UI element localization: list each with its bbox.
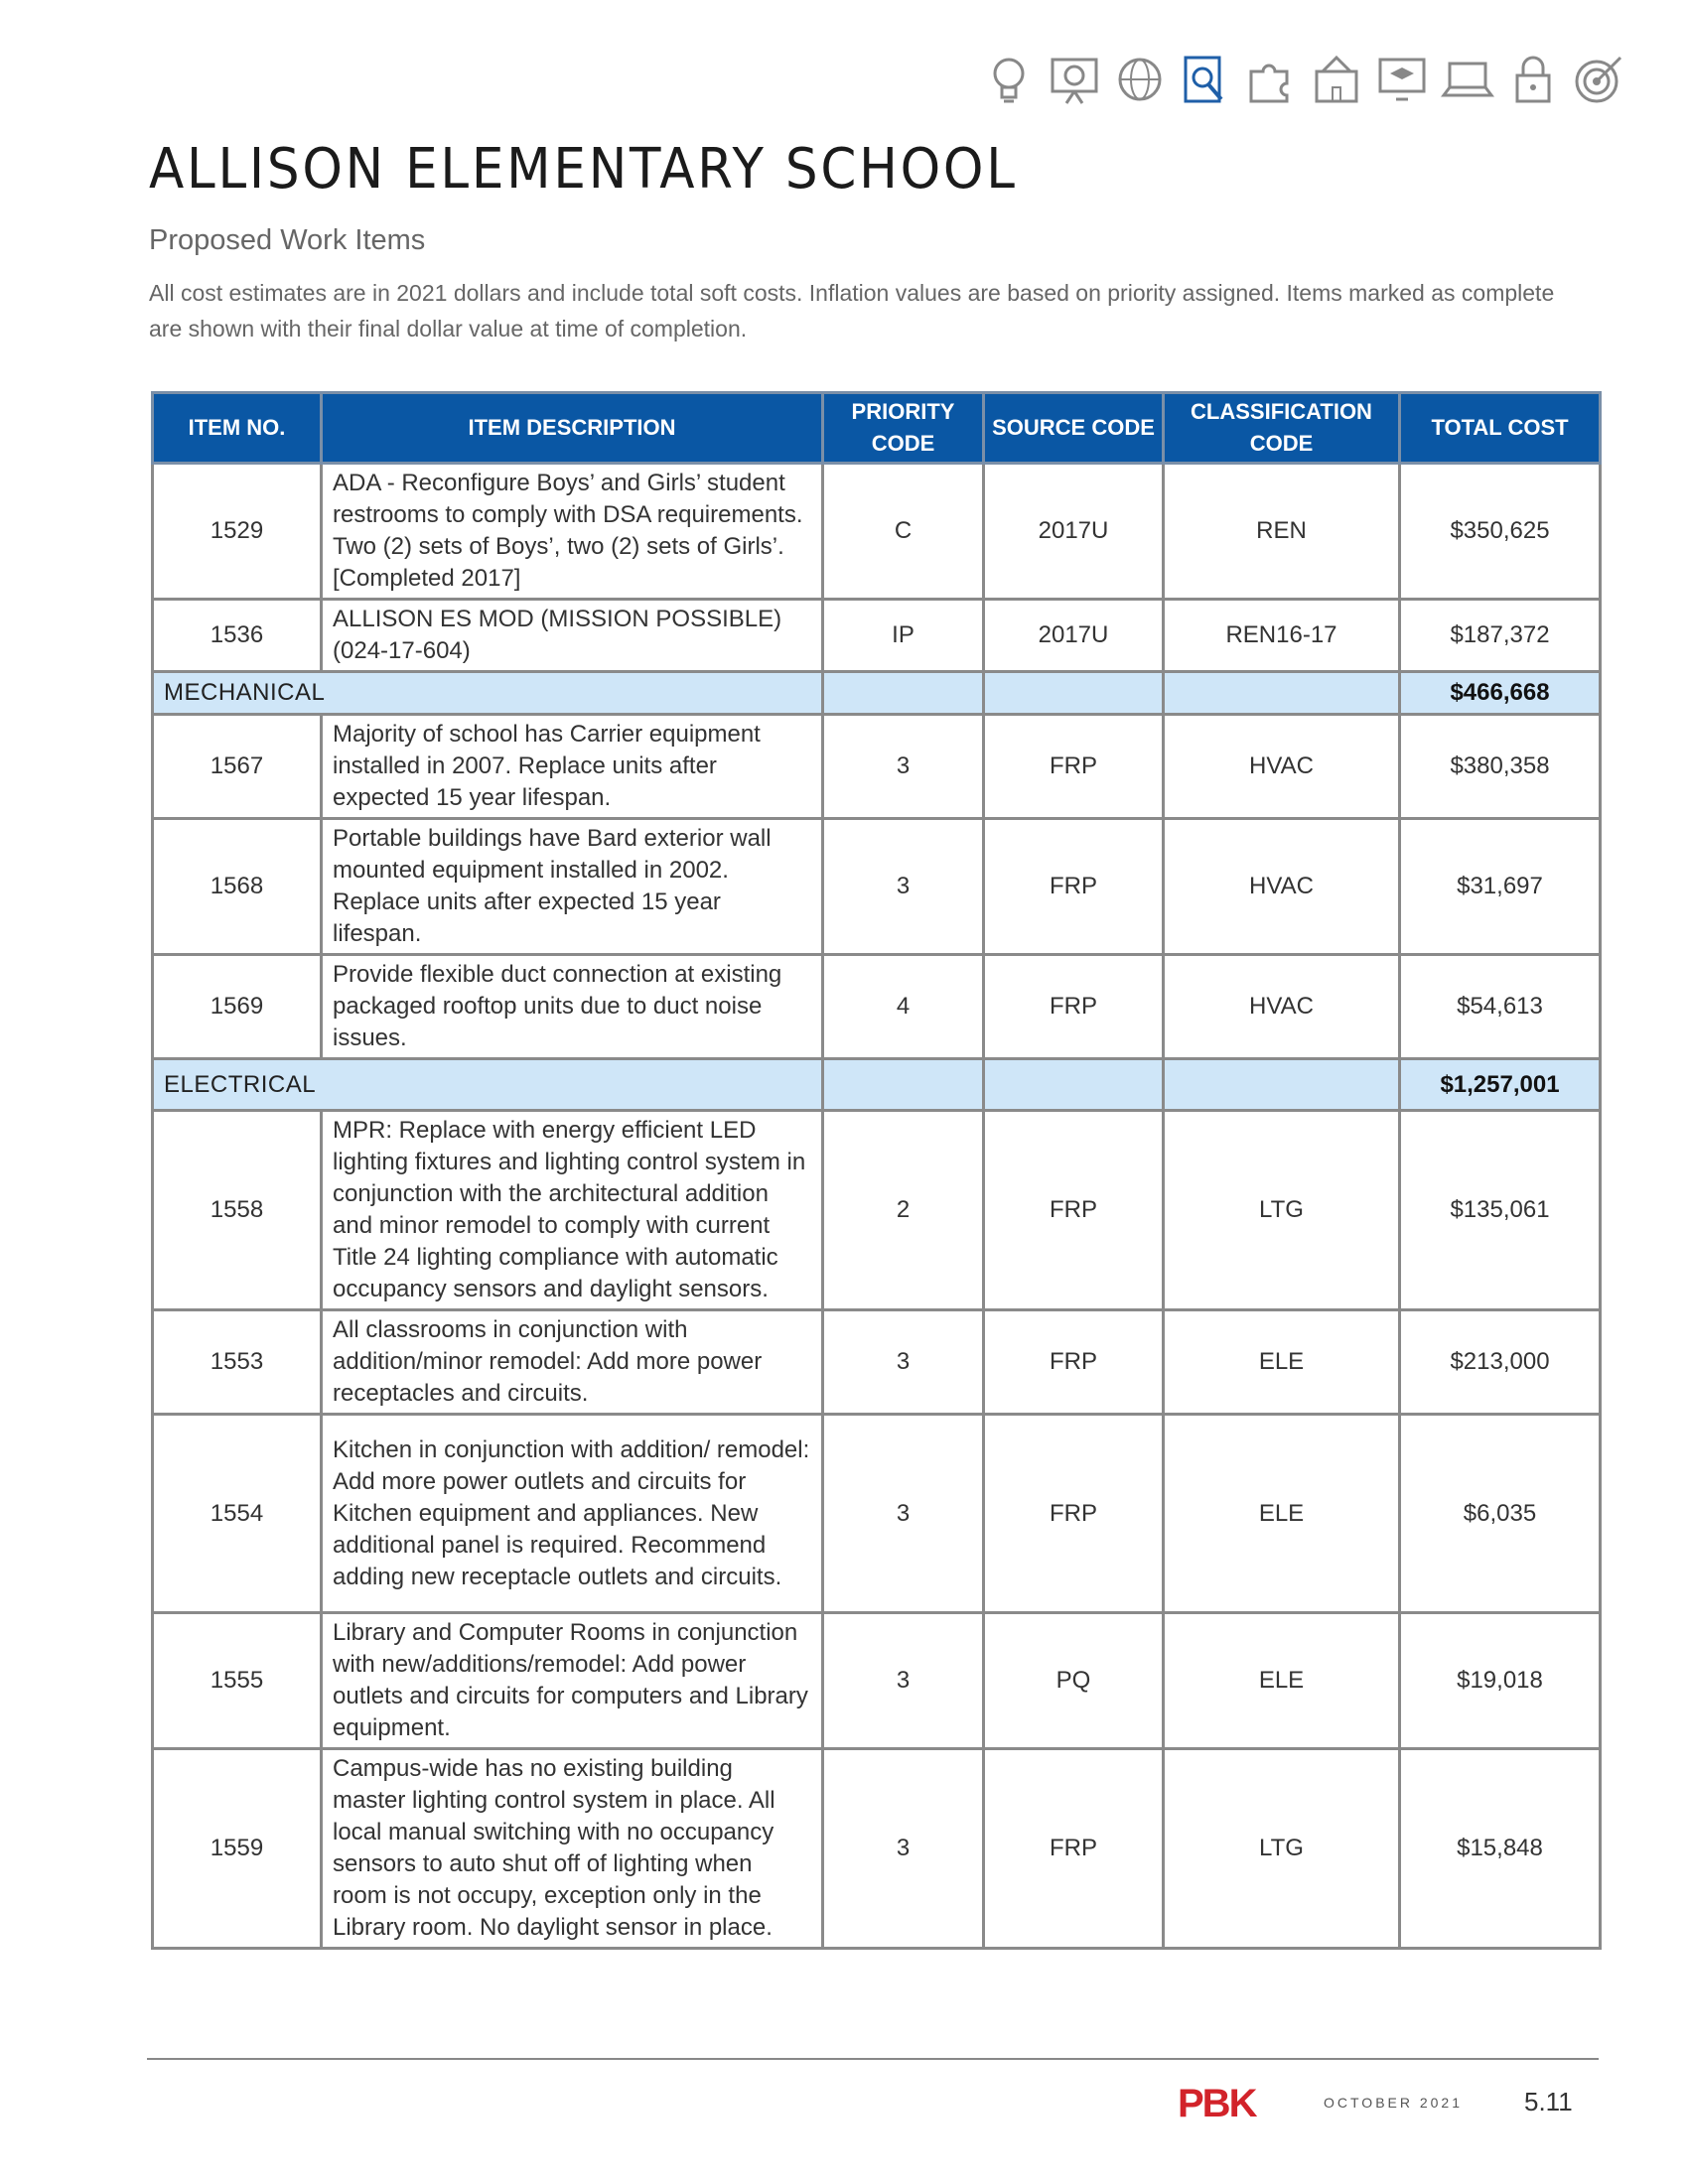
page-title: ALLISON ELEMENTARY SCHOOL: [149, 137, 1018, 202]
item-description: Majority of school has Carrier equipment installed in 2007. Replace units after expected 15 year lifespan.: [322, 715, 823, 819]
table-row: [153, 1310, 1601, 1415]
item-number: 1536: [153, 600, 322, 672]
priority-code: 3: [823, 1310, 984, 1415]
classification-code: REN: [1164, 464, 1400, 600]
target-icon: [1571, 52, 1626, 107]
item-description: Campus-wide has no existing building master lighting control system in place. All local manual switching with no occupancy sensors to auto shut off of lighting when room is not occupy, exception only in the Library room. No daylight sensor in place.: [322, 1749, 823, 1949]
classification-code: ELE: [1164, 1415, 1400, 1613]
graduation-monitor-icon: [1374, 52, 1430, 107]
section-row-mechanical: [153, 672, 1601, 715]
section-row-electrical: [153, 1059, 1601, 1111]
item-number: 1529: [153, 464, 322, 600]
classification-code: HVAC: [1164, 715, 1400, 819]
priority-code: 2: [823, 1111, 984, 1310]
globe-icon: [1112, 52, 1168, 107]
col-header-source: SOURCE CODE: [984, 393, 1164, 464]
section-label: ELECTRICAL: [153, 1059, 823, 1111]
item-description: Library and Computer Rooms in conjunction with new/additions/remodel: Add power outlets and circuits for computers and Library equipment.: [322, 1613, 823, 1749]
classification-code: LTG: [1164, 1111, 1400, 1310]
item-description: All classrooms in conjunction with addition/minor remodel: Add more power receptacles and circuits.: [322, 1310, 823, 1415]
page-subtitle: Proposed Work Items: [149, 224, 426, 256]
classification-code: ELE: [1164, 1613, 1400, 1749]
source-code: 2017U: [984, 464, 1164, 600]
priority-code: 3: [823, 1613, 984, 1749]
puzzle-icon: [1243, 52, 1299, 107]
item-description: Provide flexible duct connection at existing packaged rooftop units due to duct noise issues.: [322, 955, 823, 1059]
priority-code: C: [823, 464, 984, 600]
classification-code: REN16-17: [1164, 600, 1400, 672]
section-label: MECHANICAL: [153, 672, 823, 715]
total-cost: $6,035: [1400, 1415, 1601, 1613]
search-document-icon: [1178, 52, 1233, 107]
col-header-classification: CLASSIFICATION CODE: [1164, 393, 1400, 464]
item-number: 1558: [153, 1111, 322, 1310]
classification-code: ELE: [1164, 1310, 1400, 1415]
total-cost: $380,358: [1400, 715, 1601, 819]
table-row: [153, 600, 1601, 672]
col-header-total: TOTAL COST: [1400, 393, 1601, 464]
item-description: Portable buildings have Bard exterior wall mounted equipment installed in 2002. Replace units after expected 15 year lifespan.: [322, 819, 823, 955]
table-row: [153, 819, 1601, 955]
priority-code: IP: [823, 600, 984, 672]
total-cost: $213,000: [1400, 1310, 1601, 1415]
item-description: ADA - Reconfigure Boys’ and Girls’ student restrooms to comply with DSA requirements. Two (2) sets of Boys’, two (2) sets of Girls’. [Completed 2017]: [322, 464, 823, 600]
col-header-item-no: ITEM NO.: [153, 393, 322, 464]
classification-code: HVAC: [1164, 955, 1400, 1059]
total-cost: $15,848: [1400, 1749, 1601, 1949]
header-icon-strip: [981, 52, 1626, 107]
lightbulb-icon: [981, 52, 1037, 107]
padlock-icon: [1505, 52, 1561, 107]
total-cost: $350,625: [1400, 464, 1601, 600]
total-cost: $31,697: [1400, 819, 1601, 955]
priority-code: 4: [823, 955, 984, 1059]
classification-code: LTG: [1164, 1749, 1400, 1949]
table-row: [153, 1749, 1601, 1949]
total-cost: $187,372: [1400, 600, 1601, 672]
item-number: 1568: [153, 819, 322, 955]
section-total: $1,257,001: [1400, 1059, 1601, 1111]
presentation-board-icon: [1047, 52, 1102, 107]
col-header-priority: PRIORITY CODE: [823, 393, 984, 464]
laptop-icon: [1440, 52, 1495, 107]
table-header-row: [153, 393, 1601, 464]
table-row: [153, 1415, 1601, 1613]
source-code: FRP: [984, 819, 1164, 955]
source-code: 2017U: [984, 600, 1164, 672]
table-row: [153, 1613, 1601, 1749]
source-code: FRP: [984, 1415, 1164, 1613]
page-number: 5.11: [1524, 2087, 1573, 2116]
source-code: PQ: [984, 1613, 1164, 1749]
priority-code: 3: [823, 1415, 984, 1613]
item-description: Kitchen in conjunction with addition/ remodel: Add more power outlets and circuits for Kitchen equipment and appliances. New additional panel is required. Recommend adding new receptacle outlets and circuits.: [322, 1415, 823, 1613]
pbk-logo: [1178, 2083, 1277, 2127]
table-row: [153, 955, 1601, 1059]
footer-date: OCTOBER 2021: [1324, 2095, 1464, 2111]
source-code: FRP: [984, 715, 1164, 819]
source-code: FRP: [984, 1310, 1164, 1415]
table-row: [153, 715, 1601, 819]
total-cost: $19,018: [1400, 1613, 1601, 1749]
school-building-icon: [1309, 52, 1364, 107]
item-number: 1553: [153, 1310, 322, 1415]
source-code: FRP: [984, 955, 1164, 1059]
priority-code: 3: [823, 819, 984, 955]
item-description: MPR: Replace with energy efficient LED lighting fixtures and lighting control system in conjunction with the architectural addition and minor remodel to comply with current Title 24 lighting compliance with automatic occupancy sensors and daylight sensors.: [322, 1111, 823, 1310]
source-code: FRP: [984, 1749, 1164, 1949]
col-header-description: ITEM DESCRIPTION: [322, 393, 823, 464]
item-number: 1567: [153, 715, 322, 819]
footer-divider: [147, 2058, 1599, 2060]
svg-text:PBK: PBK: [1178, 2083, 1256, 2122]
table-row: [153, 1111, 1601, 1310]
priority-code: 3: [823, 1749, 984, 1949]
priority-code: 3: [823, 715, 984, 819]
total-cost: $54,613: [1400, 955, 1601, 1059]
section-total: $466,668: [1400, 672, 1601, 715]
item-number: 1555: [153, 1613, 322, 1749]
item-number: 1569: [153, 955, 322, 1059]
total-cost: $135,061: [1400, 1111, 1601, 1310]
item-number: 1559: [153, 1749, 322, 1949]
classification-code: HVAC: [1164, 819, 1400, 955]
source-code: FRP: [984, 1111, 1164, 1310]
intro-paragraph: All cost estimates are in 2021 dollars and include total soft costs. Inflation values are based on priority assigned. Items marked as complete are shown with their final dollar value at time of completion.: [149, 280, 1555, 341]
item-description: ALLISON ES MOD (MISSION POSSIBLE) (024-17-604): [322, 600, 823, 672]
table-row: [153, 464, 1601, 600]
work-items-table: [151, 391, 1602, 1950]
item-number: 1554: [153, 1415, 322, 1613]
